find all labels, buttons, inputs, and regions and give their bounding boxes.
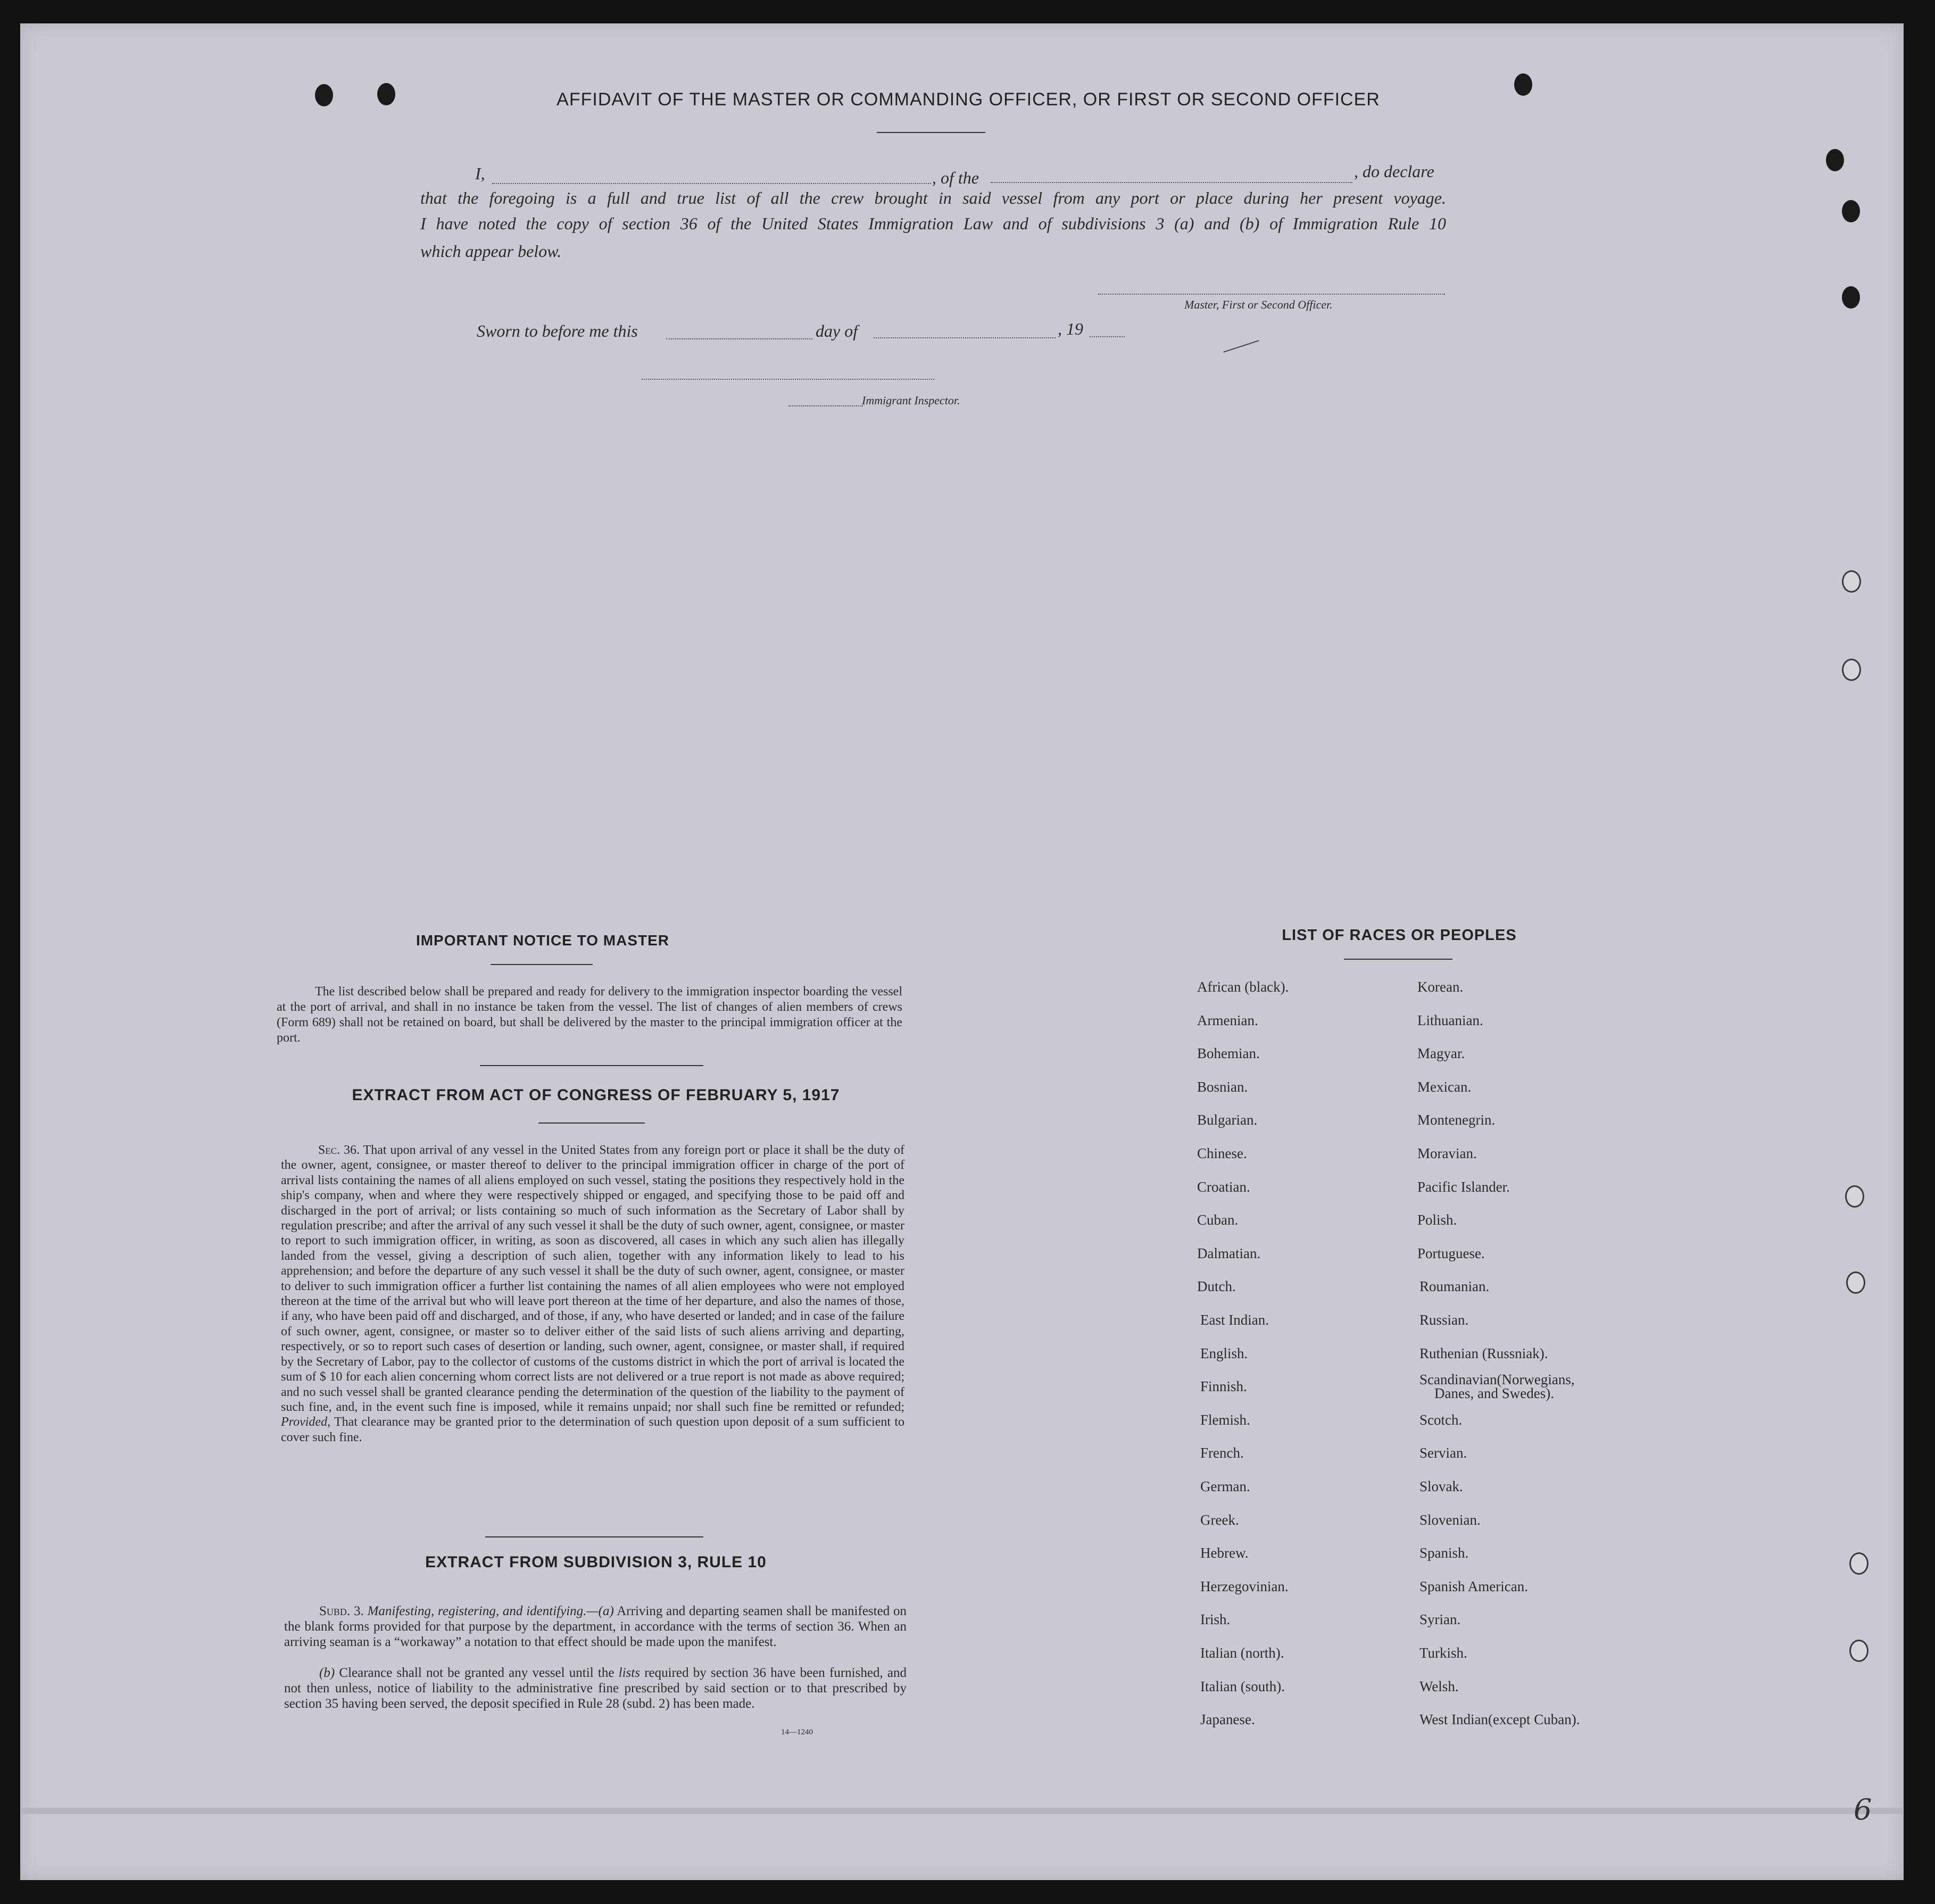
race-entry: Portuguese. [1417,1245,1485,1261]
race-entry: Mexican. [1417,1078,1472,1095]
punch-hole [1826,149,1844,171]
notice-body: The list described below shall be prepared and ready for delivery to the immigration inspector boarding the vessel at the port of arrival, and shall in no instance be taken from the vessel. The list of changes of alien members of crews (Form 689) shall not be retained on board, but shall be delivered by the master to the principal immigration officer at the port. [277,985,902,1045]
day-of-text: day of [816,321,858,340]
affidavit-line-2: that the foregoing is a full and true list of all the crew brought in said vessel from any port or place during her present voyage. [420,188,1446,207]
affidavit-i: I, [475,164,485,183]
race-entry: African (black). [1197,979,1289,995]
page-edge [21,1808,1903,1814]
extract-act-title: EXTRACT FROM ACT OF CONGRESS OF FEBRUARY 5, 1917 [352,1086,840,1104]
punch-hole [1842,570,1861,593]
section-36-proviso: That clearance may be granted prior to the determination of such question upon deposit of a sum sufficient to cover such fine. [281,1415,904,1444]
race-entry: German. [1200,1478,1250,1494]
race-entry: Herzegovinian. [1200,1578,1289,1594]
punch-hole [1842,200,1860,222]
form-number: 14—1240 [781,1728,813,1736]
subd-title: Manifesting, registering, and identifying.—(a) [367,1604,614,1618]
race-entry: Roumanian. [1419,1278,1490,1295]
punch-hole [1849,1640,1868,1662]
race-entry: Irish. [1200,1611,1231,1628]
race-entry: Korean. [1417,979,1464,995]
race-entry: Greek. [1200,1511,1239,1528]
race-entry: Scandinavian(Norwegians, [1419,1371,1575,1387]
section-36-text [281,1143,904,1445]
race-entry: Hebrew. [1200,1545,1249,1561]
race-entry: Croatian. [1197,1178,1250,1195]
subd-b-body-1: Clearance shall not be granted any vessel until the [339,1666,614,1680]
race-entry: Ruthenian (Russniak). [1419,1345,1548,1361]
name-blank [492,183,931,184]
punch-hole [1842,659,1861,681]
race-entry: Italian (north). [1200,1645,1284,1661]
race-entry: Pacific Islander. [1417,1178,1510,1195]
year-blank [1090,336,1125,337]
day-blank [666,338,812,339]
rule-10-para-a [284,1603,907,1650]
race-entry: Magyar. [1417,1045,1465,1062]
master-label: Master, First or Second Officer. [1184,298,1333,311]
subd-a-body: Arriving and departing seamen shall be manifested on the blank forms provided for that purpose by the department, in accordance with the terms of section 36. When an arriving seaman is a “workaway” a notation to that effect should be made upon the manifest. [284,1604,907,1649]
punch-hole [1849,1552,1868,1575]
notice-title: IMPORTANT NOTICE TO MASTER [416,932,670,949]
race-entry: Turkish. [1419,1645,1467,1661]
document-page [20,23,1904,1880]
punch-hole [1845,1185,1864,1208]
race-entry: French. [1200,1445,1244,1461]
race-entry: Scotch. [1419,1411,1463,1428]
race-entry: Syrian. [1419,1611,1461,1628]
races-title: LIST OF RACES OR PEOPLES [1282,927,1517,944]
notice-underline [491,964,593,965]
affidavit-title: AFFIDAVIT OF THE MASTER OR COMMANDING OFFICER, OR FIRST OR SECOND OFFICER [557,89,1380,110]
race-entry: Russian. [1419,1312,1469,1328]
affidavit-of-the: , of the [932,168,979,187]
punch-hole [1842,286,1860,309]
race-entry: Japanese. [1200,1711,1255,1728]
race-entry: Finnish. [1200,1378,1247,1395]
race-entry: Moravian. [1417,1145,1477,1161]
race-entry: Flemish. [1200,1411,1250,1428]
race-entry: Spanish. [1419,1545,1469,1561]
race-entry: Chinese. [1197,1145,1247,1161]
affidavit-declare: , do declare [1354,162,1434,181]
subd-label: Subd. 3. [319,1604,364,1618]
race-entry: Dutch. [1197,1278,1236,1295]
race-entry: Polish. [1417,1212,1457,1228]
section-label: Sec. 36. [318,1143,360,1157]
races-underline [1344,959,1452,960]
page-number-mark: 6 [1854,1793,1872,1826]
race-entry: Servian. [1419,1445,1467,1461]
race-entry: Bulgarian. [1197,1112,1258,1128]
subd-b-body-2: required by section 36 have been furnished, and not then unless, notice of liability to the administrative fine prescribed by said section or to that prescribed by section 35 having been served, the deposit specified in Rule 28 (subd. 2) has been made. [284,1666,907,1711]
race-entry: English. [1200,1345,1248,1361]
inspector-signature-line [642,379,934,380]
race-entry: Bosnian. [1197,1078,1248,1095]
punch-hole [315,84,333,106]
extract-rule-title: EXTRACT FROM SUBDIVISION 3, RULE 10 [425,1553,767,1571]
race-entry: Spanish American. [1419,1578,1528,1594]
race-entry: Montenegrin. [1417,1112,1496,1128]
race-entry: Cuban. [1197,1212,1239,1228]
lists-word: lists [618,1666,640,1680]
race-entry: Bohemian. [1197,1045,1260,1062]
race-entry: Welsh. [1419,1678,1459,1694]
affidavit-line-4: which appear below. [420,242,562,261]
race-entry: West Indian(except Cuban). [1419,1711,1580,1728]
race-entry: Lithuanian. [1417,1012,1483,1028]
race-entry: Armenian. [1197,1012,1258,1028]
year-prefix: , 19 [1058,319,1083,338]
race-entry: Dalmatian. [1197,1245,1261,1261]
section-divider [485,1536,703,1537]
provided-label: Provided, [281,1415,331,1429]
b-label: (b) [319,1666,335,1680]
race-entry: Slovenian. [1419,1511,1481,1528]
extract-act-underline [538,1123,645,1124]
rule-10-para-b [284,1665,907,1711]
sworn-text: Sworn to before me this [477,321,638,340]
inspector-label: Immigrant Inspector. [862,394,960,407]
master-signature-line [1098,294,1445,295]
race-entry: East Indian. [1200,1312,1269,1328]
month-blank [874,337,1056,338]
section-36-body: That upon arrival of any vessel in the United States from any foreign port or place it shall be the duty of the owner, agent, consignee, or master thereof to deliver to the principal immigration officer in charge of the port of arrival lists containing the names of all aliens employed on such vessel, stating the positions they respectively hold in the ship's company, when and where they were respectively shipped or engaged, and specifying those to be paid off and discharged in the port of arrival; or lists containing so much of such information as the Secretary of Labor shall by regulation prescribe; and after the arrival of any such vessel it shall be the duty of such owner, agent, consignee, or master to report to such immigration officer, in writing, as soon as discovered, all cases in which any such alien has illegally landed from the vessel, giving a description of such alien, together with any information likely to lead to his apprehension; and before the departure of any such vessel it shall be the duty of such owner, agent, consignee, or master to deliver to such immigration officer a further list containing the names of all alien employees who were not employed thereon at the time of the arrival but who will leave port thereon at the time of her departure, and also the names of those, if any, who have been paid off and discharged, and of those, if any, who have deserted or landed; and in case of the failure of such owner, agent, consignee, or master so to deliver either of the said lists of such aliens arriving and departing, respectively, or so to report such cases of desertion or landing, such owner, agent, consignee, or master shall, if required by the Secretary of Labor, pay to the collector of customs of the customs district in which the port of arrival is located the sum of $ 10 for each alien concerning whom correct lists are not delivered or a true report is not made as above required; and no such vessel shall be granted clearance pending the determination of the question of the liability to the payment of such fine, and, in the event such fine is imposed, while it remains unpaid; nor shall such fine be remitted or refunded; [281,1143,904,1414]
race-entry: Italian (south). [1200,1678,1285,1694]
inspector-short-line [788,405,863,406]
section-divider [480,1065,703,1066]
vessel-blank [991,182,1352,183]
race-entry: Slovak. [1419,1478,1463,1494]
race-entry: Danes, and Swedes). [1434,1385,1554,1401]
punch-hole [1846,1271,1865,1294]
affidavit-line-3: I have noted the copy of section 36 of the United States Immigration Law and of subdivisions 3 (a) and (b) of Immigration Rule 10 [420,214,1446,233]
title-underline [877,132,985,133]
